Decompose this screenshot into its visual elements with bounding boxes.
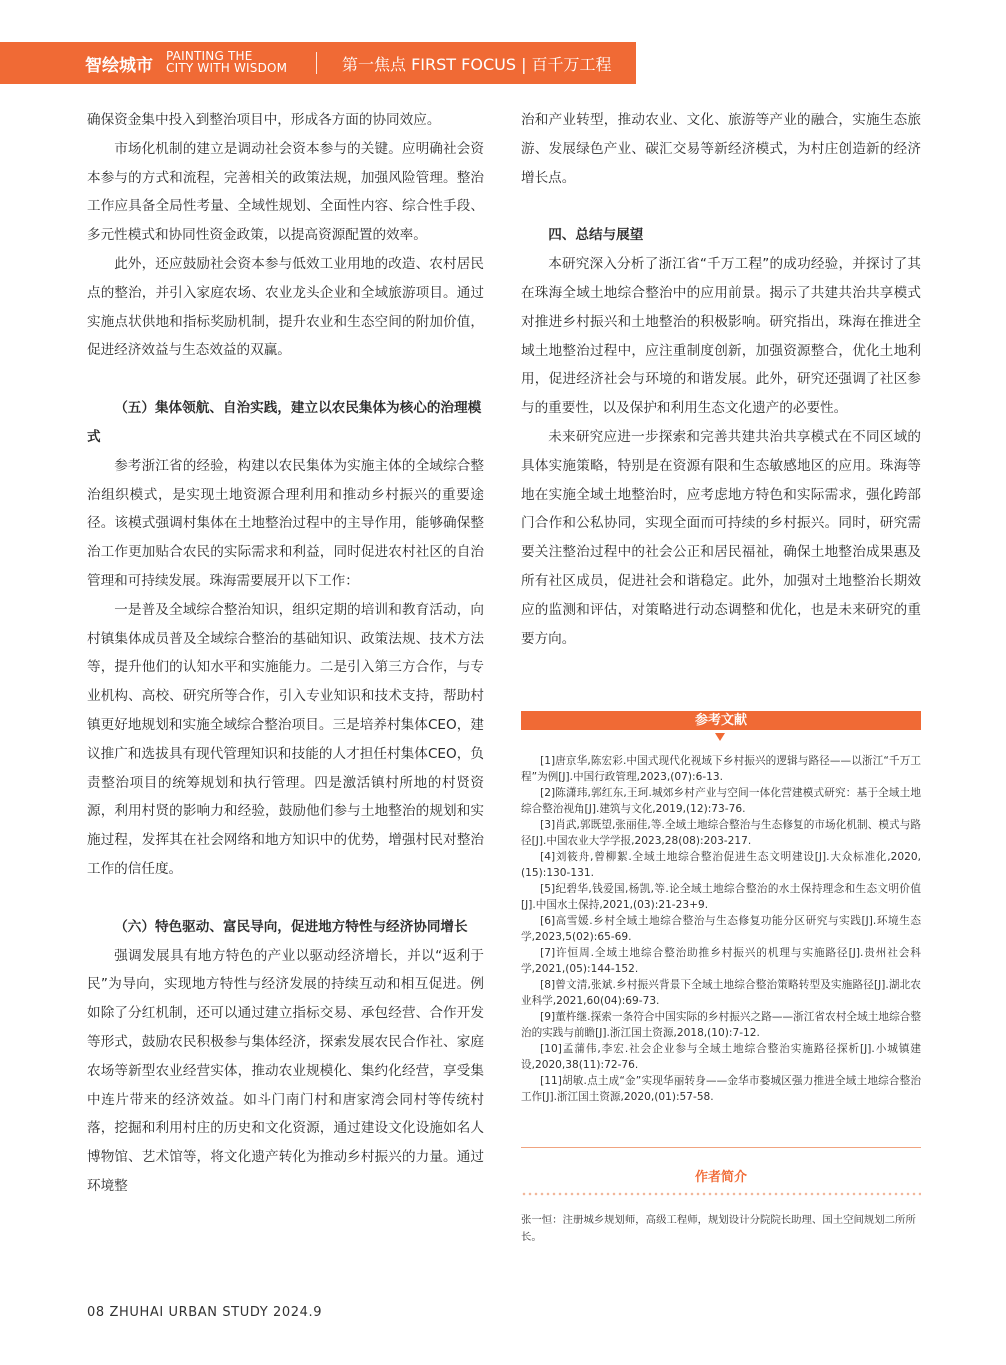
paragraph: 参考浙江省的经验，构建以农民集体为实施主体的全域综合整治组织模式，是实现土地资源合理利用和推动乡村振兴的重要途径。该模式强调村集体在土地整治过程中的主导作用，能够确保整治工作更加贴合农民的实际需求和利益，同时促进农村社区的自治管理和可持续发展。珠海需要展开以下工作： [87, 457, 484, 589]
reference-item: [7]许恒周.全域土地综合整治助推乡村振兴的机理与实施路径[J].贵州社会科学,2021,(05):144-152. [521, 947, 921, 975]
reference-item: [3]肖武,郭既望,张丽佳,等.全域土地综合整治与生态修复的市场化机制、模式与路径[J].中国农业大学学报,2023,28(08):203-217. [521, 819, 921, 847]
header-divider [316, 52, 317, 74]
reference-item: [10]孟蒲伟,李宏.社会企业参与全域土地综合整治实施路径探析[J].小城镇建设,2020,38(11):72-76. [521, 1043, 921, 1071]
page-footer: 08 ZHUHAI URBAN STUDY 2024.9 [87, 1305, 323, 1320]
dotted-divider [521, 1192, 921, 1196]
paragraph: 未来研究应进一步探索和完善共建共治共享模式在不同区域的具体实施策略，特别是在资源有限和生态敏感地区的应用。珠海等地在实施全域土地整治时，应考虑地方特色和实际需求，强化跨部门合作和公私协同，实现全面而可持续的乡村振兴。同时，研究需要关注整治过程中的社会公正和居民福祉，确保土地整治成果惠及所有社区成员，促进社会和谐稳定。此外，加强对土地整治长期效应的监测和评估，对策略进行动态调整和优化，也是未来研究的重要方向。 [521, 428, 921, 647]
brand-name-en [166, 50, 287, 74]
reference-item: [1]唐京华,陈宏彩.中国式现代化视域下乡村振兴的逻辑与路径——以浙江“千万工程”为例[J].中国行政管理,2023,(07):6-13. [521, 755, 921, 783]
reference-item: [4]刘筱舟,曾柳絮.全域土地综合整治促进生态文明建设[J].大众标准化,2020,(15):130-131. [521, 851, 921, 879]
section-title: 第一焦点 FIRST FOCUS | 百千万工程 [342, 55, 612, 74]
references-title: 参考文献 [521, 711, 921, 730]
section-heading-5: （五）集体领航、自治实践，建立以农民集体为核心的治理模式 [87, 400, 482, 445]
section-heading-6: （六）特色驱动、富民导向，促进地方特性与经济协同增长 [114, 918, 468, 935]
paragraph: 此外，还应鼓励社会资本参与低效工业用地的改造、农村居民点的整治，并引入家庭农场、农业龙头企业和全域旅游项目。通过实施点状供地和指标奖励机制，提升农业和生态空间的附加价值，促进经济效益与生态效益的双赢。 [87, 255, 484, 359]
section-heading-4: 四、总结与展望 [548, 227, 644, 244]
paragraph: 确保资金集中投入到整治项目中，形成各方面的协同效应。 [87, 112, 441, 128]
brand-en-line1: PAINTING THE [166, 49, 253, 63]
paragraph: 一是普及全域综合整治知识，组织定期的培训和教育活动，向村镇集体成员普及全域综合整治的基础知识、政策法规、技术方法等，提升他们的认知水平和实施能力。二是引入第三方合作，与专业机构、高校、研究所等合作，引入专业知识和技术支持，帮助村镇更好地规划和实施全域综合整治项目。三是培养村集体CEO，建议推广和选拔具有现代管理知识和技能的人才担任村集体CEO，负责整治项目的统筹规划和执行管理。四是激活镇村所地的村贤资源，利用村贤的影响力和经验，鼓励他们参与土地整治的规划和实施过程，发挥其在社会网络和地方知识中的优势，增强村民对整治工作的信任度。 [87, 601, 484, 877]
references-divider [521, 1147, 921, 1148]
reference-item: [6]高雪媛.乡村全域土地综合整治与生态修复功能分区研究与实践[J].环境生态学,2023,5(02):65-69. [521, 915, 921, 943]
reference-item: [5]纪碧华,钱爱国,杨凯,等.论全域土地综合整治的水土保持理念和生态文明价值[J].中国水土保持,2021,(03):21-23+9. [521, 883, 921, 911]
left-column [87, 106, 484, 1201]
paragraph: 强调发展具有地方特色的产业以驱动经济增长，并以“返利于民”为导向，实现地方特性与经济发展的持续互动和相互促进。例如除了分红机制，还可以通过建立指标交易、承包经营、合作开发等形式，鼓励农民积极参与集体经济，探索发展农民合作社、家庭农场等新型农业经营实体，推动农业规模化、集约化经营，享受集中连片带来的经济效益。如斗门南门村和唐家湾会同村等传统村落，挖掘和利用村庄的历史和文化资源，通过建设文化设施如名人博物馆、艺术馆等，将文化遗产转化为推动乡村振兴的力量。通过环境整 [87, 947, 484, 1194]
brand-name-cn: 智绘城市 [85, 56, 153, 76]
reference-item: [2]陈潇玮,郭红东,王珂.城郊乡村产业与空间一体化营建模式研究：基于全域土地综合整治视角[J].建筑与文化,2019,(12):73-76. [521, 787, 921, 815]
author-title: 作者简介 [694, 1170, 747, 1185]
reference-item: [9]董杵继.探索一条符合中国实际的乡村振兴之路——浙江省农村全域土地综合整治的实践与前瞻[J].浙江国土资源,2018,(10):7-12. [521, 1011, 921, 1039]
author-bio: 张一恒：注册城乡规划师，高级工程师，规划设计分院院长助理、国土空间规划二所所长。 [521, 1214, 916, 1243]
page-header [0, 42, 636, 84]
paragraph: 治和产业转型，推动农业、文化、旅游等产业的融合，实施生态旅游、发展绿色产业、碳汇交易等新经济模式，为村庄创造新的经济增长点。 [521, 112, 921, 186]
reference-item: [11]胡敏.点土成“金”实现华丽转身——金华市婺城区强力推进全域土地综合整治工作[J].浙江国土资源,2020,(01):57-58. [521, 1075, 921, 1103]
brand-en-line2: CITY WITH WISDOM [166, 61, 288, 75]
references-list [521, 753, 921, 1105]
down-arrow-icon [715, 733, 725, 741]
paragraph: 市场化机制的建立是调动社会资本参与的关键。应明确社会资本参与的方式和流程，完善相关的政策法规，加强风险管理。整治工作应具备全局性考量、全域性规划、全面性内容、综合性手段、多元性模式和协同性资金政策，以提高资源配置的效率。 [87, 140, 484, 244]
paragraph: 本研究深入分析了浙江省“千万工程”的成功经验，并探讨了其在珠海全域土地综合整治中的应用前景。揭示了共建共治共享模式对推进乡村振兴和土地整治的积极影响。研究指出，珠海在推进全域土地整治过程中，应注重制度创新，加强资源整合，优化土地利用，促进经济社会与环境的和谐发展。此外，研究还强调了社区参与的重要性，以及保护和利用生态文化遗产的必要性。 [521, 256, 921, 417]
right-column [521, 106, 921, 653]
reference-item: [8]曾文清,张斌.乡村振兴背景下全域土地综合整治策略转型及实施路径[J].湖北农业科学,2021,60(04):69-73. [521, 979, 921, 1007]
